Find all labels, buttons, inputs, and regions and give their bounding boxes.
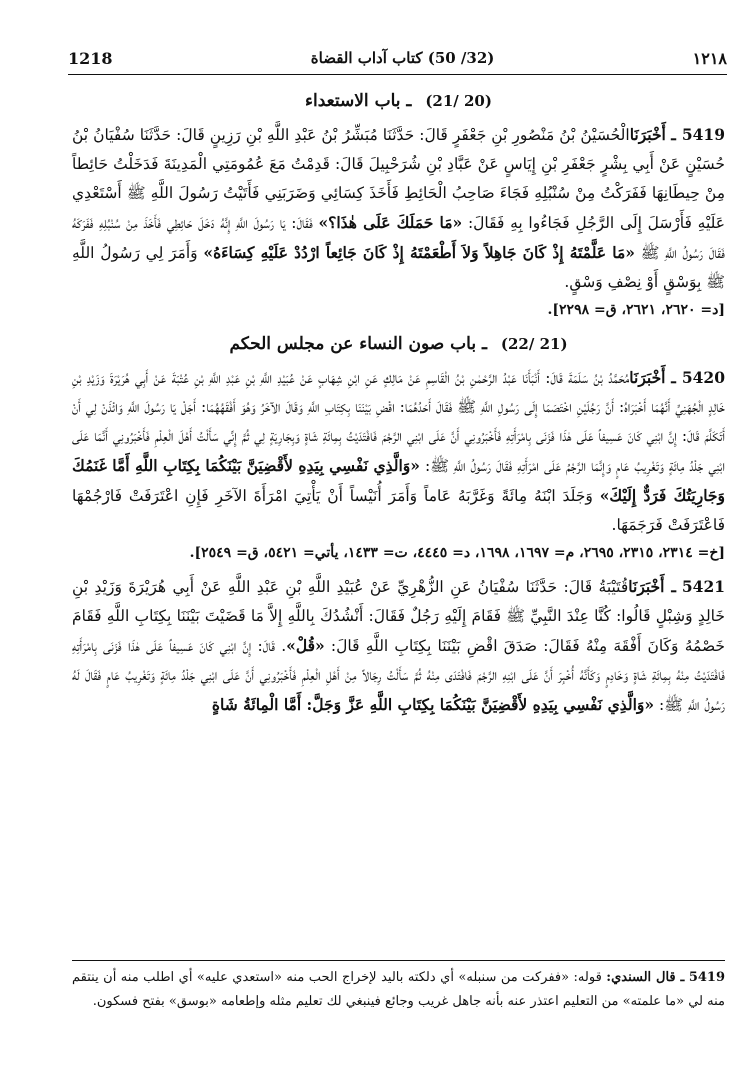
hadith-paragraph bbox=[72, 363, 725, 540]
prophet-quote: «وَالَّذِي نَفْسِي بِيَدِهِ لأَقْضِيَنَّ بَيْنَكُمَا بِكِتَابِ اللَّهِ عَزَّ وَجَلَّ: أَمَّا الْمِائَةُ شَاةٍ bbox=[211, 695, 655, 714]
chapter-number: (21 /22) bbox=[500, 335, 568, 353]
hadith-number: 5421 bbox=[681, 577, 726, 596]
prophet-quote: «قُلْ» bbox=[286, 636, 325, 655]
footnote-label: ـ قال السندي: bbox=[606, 970, 685, 985]
hadith-text: فَقَالَ: يَا رَسُولَ اللَّهِ إِنَّهُ دَخَلَ حَائِطِي فَأَخَذَ مِنْ سُنْبُلِهِ فَفَرَكَهُ فَقَالَ رَسُولُ اللَّهِ ﷺ bbox=[72, 214, 725, 262]
main-text bbox=[72, 86, 725, 720]
chapter-title: ـ باب صون النساء عن مجلس الحكم bbox=[229, 334, 487, 354]
footnote-rule bbox=[72, 960, 725, 961]
hadith-text: . قَالَ: إِنَّ ابْنِي كَانَ عَسِيفاً عَلَى هٰذَا فَزَنَى بِامْرَأَتِهِ فَافْتَدَيْتُ مِنْهُ بِمِائَةِ شَاةٍ وَخَادِمٍ وَكَأَنَّهُ أُخْبِرَ أَنَّ عَلَى ابْنِهِ الرَّجْمَ فَافْتَدَى مِنْهُ ثُمَّ سَأَلْتُ رِجَالاً مِنْ أَهْلِ الْعِلْمِ فَأَخْبَرُونِي أَنَّ عَلَى ابْنِي جَلْدُ مِائَةٍ وَتَغْرِيبُ عَامٍ فَقَالَ لَهُ رَسُولُ اللَّهِ ﷺ: bbox=[72, 637, 725, 714]
running-title: (32/ 50) كتاب آداب القضاة bbox=[310, 49, 495, 67]
cross-reference: [د= ٢٦٢٠، ٢٦٢١، ق= ٢٢٩٨]. bbox=[547, 302, 725, 318]
cross-reference: [خ= ٢٣١٤، ٢٣١٥، ٢٦٩٥، م= ١٦٩٧، ١٦٩٨، د= ٤٤٤٥، ت= ١٤٣٣، يأتي= ٥٤٢١، ق= ٢٥٤٩]. bbox=[189, 545, 725, 561]
chapter-heading bbox=[72, 329, 725, 359]
hadith-number: 5419 bbox=[681, 125, 725, 144]
hadith-text: وَجَلَدَ ابْنَهُ مِائَةً وَغَرَّبَهُ عَاماً وَأَمَرَ أُنَيْساً أَنْ يَأْتِيَ امْرَأَةَ الآخَرِ فَإِنِ اعْتَرَفَتْ فَارْجُمْهَا فَاعْتَرَفَتْ فَرَجَمَهَا. bbox=[72, 487, 725, 534]
footnote bbox=[72, 966, 725, 1014]
chapter-title: ـ باب الاستعداء bbox=[305, 91, 412, 111]
prophet-quote: «وَالَّذِي نَفْسِي بِيَدِهِ لأَقْضِيَنَّ بَيْنَكُمَا بِكِتَابِ اللَّهِ أَمَّا غَنَمُكَ وَجَارِيَتُكَ فَرَدٌّ إِلَيْكَ» bbox=[72, 456, 725, 505]
akhbarana-word: ـ أَخْبَرَنَا bbox=[628, 577, 676, 596]
chapter-heading bbox=[72, 86, 725, 116]
hadith-text: قُتَيْبَةُ قَالَ: حَدَّثَنَا سُفْيَانُ عَنِ الزُّهْرِيِّ عَنْ عُبَيْدِ اللَّهِ بْنِ عَبْدِ اللَّهِ عَنْ أَبِي هُرَيْرَةَ وَزَيْدِ بْنِ خَالِدٍ وَشِبْلٍ قَالُوا: كُنَّا عِنْدَ النَّبِيِّ ﷺ فَقَامَ إِلَيْهِ رَجُلٌ فَقَالَ: أَنْشُدُكَ بِاللَّهِ إِلاَّ مَا قَضَيْتَ بَيْنَنَا بِكِتَابِ اللَّهِ فَقَامَ خَصْمُهُ وَكَانَ أَفْقَهَ مِنْهُ فَقَالَ: صَدَقَ اقْضِ بَيْنَنَا بِكِتَابِ اللَّهِ قَالَ: bbox=[72, 578, 725, 655]
prophet-quote: «مَا حَمَلَكَ عَلَى هٰذَا؟» bbox=[318, 213, 463, 232]
footnote-text: قوله: «ففركت من سنبله» أي دلكته باليد لإخراج الحب منه «استعدي عليه» أي اطلب منه أن ينتقم منه لي «ما علمته» من التعليم اعتذر عنه بأنه جاهل غريب وجائع فينبغي لك تعليم مثله وإطعامه «بوسق» بفتح فسكون. bbox=[72, 970, 725, 1009]
running-header bbox=[68, 44, 727, 72]
hadith-text: مُحَمَّدُ بْنُ سَلَمَةَ قَالَ: أَنْبَأَنَا عَبْدُ الرَّحْمٰنِ بْنُ الْقَاسِمِ عَنْ مَالِكٍ عَنِ ابْنِ شِهَابٍ عَنْ عُبَيْدِ اللَّهِ بْنِ عَبْدِ اللَّهِ بْنِ عُتْبَةَ عَنْ أَبِي هُرَيْرَةَ وَزَيْدِ بْنِ خَالِدٍ الْجُهَنِيِّ أَنَّهُمَا أَخْبَرَاهُ: أَنَّ رَجُلَيْنِ اخْتَصَمَا إِلَى رَسُولِ اللَّهِ ﷺ فَقَالَ أَحَدُهُمَا: اقْضِ بَيْنَنَا بِكِتَابِ اللَّهِ وَقَالَ الآخَرُ وَهُوَ أَفْقَهُهُمَا: أَجَلْ يَا رَسُولَ اللَّهِ وَائْذَنْ لِي أَنْ أَتَكَلَّمَ قَالَ: إِنَّ ابْنِي كَانَ عَسِيفاً عَلَى هٰذَا فَزَنَى بِامْرَأَتِهِ فَأَخْبَرُونِي أَنَّ عَلَى ابْنِي الرَّجْمَ فَافْتَدَيْتُ بِمِائَةِ شَاةٍ وَبِجَارِيَةٍ لِي ثُمَّ إِنِّي سَأَلْتُ أَهْلَ الْعِلْمِ فَأَخْبَرُونِي أَنَّمَا عَلَى ابْنِي جَلْدُ مِائَةٍ وَتَغْرِيبُ عَامٍ وَإِنَّمَا الرَّجْمُ عَلَى امْرَأَتِهِ فَقَالَ رَسُولُ اللَّهِ ﷺ: bbox=[72, 369, 726, 475]
akhbarana-word: ـ أَخْبَرَنَا bbox=[629, 125, 676, 144]
hadith-number: 5420 bbox=[681, 368, 725, 387]
hadith-paragraph bbox=[72, 572, 725, 720]
footnote-number: 5419 bbox=[688, 970, 726, 985]
hadith-paragraph bbox=[72, 120, 725, 297]
page-number-arabic: ١٢١٨ bbox=[692, 48, 727, 68]
page-number-latin: 1218 bbox=[68, 48, 113, 68]
chapter-number: (20 /21) bbox=[425, 92, 492, 110]
hadith-text: الْحُسَيْنُ بْنُ مَنْصُورِ بْنِ جَعْفَرٍ قَالَ: حَدَّثَنَا مُبَشِّرُ بْنُ عَبْدِ اللَّهِ بْنِ رَزِينٍ قَالَ: حَدَّثَنَا سُفْيَانُ بْنُ حُسَيْنٍ عَنْ أَبِي بِشْرٍ جَعْفَرِ بْنِ إِيَاسٍ عَنْ عَبَّادِ بْنِ شُرَحْبِيلَ قَالَ: قَدِمْتُ مَعَ عُمُومَتِي الْمَدِينَةَ فَدَخَلْتُ حَائِطاً مِنْ حِيطَانِهَا فَفَرَكْتُ مِنْ سُنْبُلِهِ فَجَاءَ صَاحِبُ الْحَائِطِ فَأَخَذَ كِسَائِي وَضَرَبَنِي فَأَتَيْتُ رَسُولَ اللَّهِ ﷺ أَسْتَعْدِي عَلَيْهِ فَأَرْسَلَ إِلَى الرَّجُلِ فَجَاءُوا بِهِ فَقَالَ: bbox=[72, 126, 725, 232]
hadith-text: وَأَمَرَ لِي رَسُولُ اللَّهِ ﷺ بِوَسْقٍ أَوْ نِصْفِ وَسْقٍ. bbox=[72, 244, 725, 291]
akhbarana-word: ـ أَخْبَرَنَا bbox=[629, 368, 676, 387]
prophet-quote: «مَا عَلَّمْتَهُ إِذْ كَانَ جَاهِلاً وَلاَ أَطْعَمْتَهُ إِذْ كَانَ جَائِعاً ارْدُدْ عَلَيْهِ كِسَاءَهُ» bbox=[203, 243, 635, 262]
header-rule bbox=[68, 74, 727, 75]
